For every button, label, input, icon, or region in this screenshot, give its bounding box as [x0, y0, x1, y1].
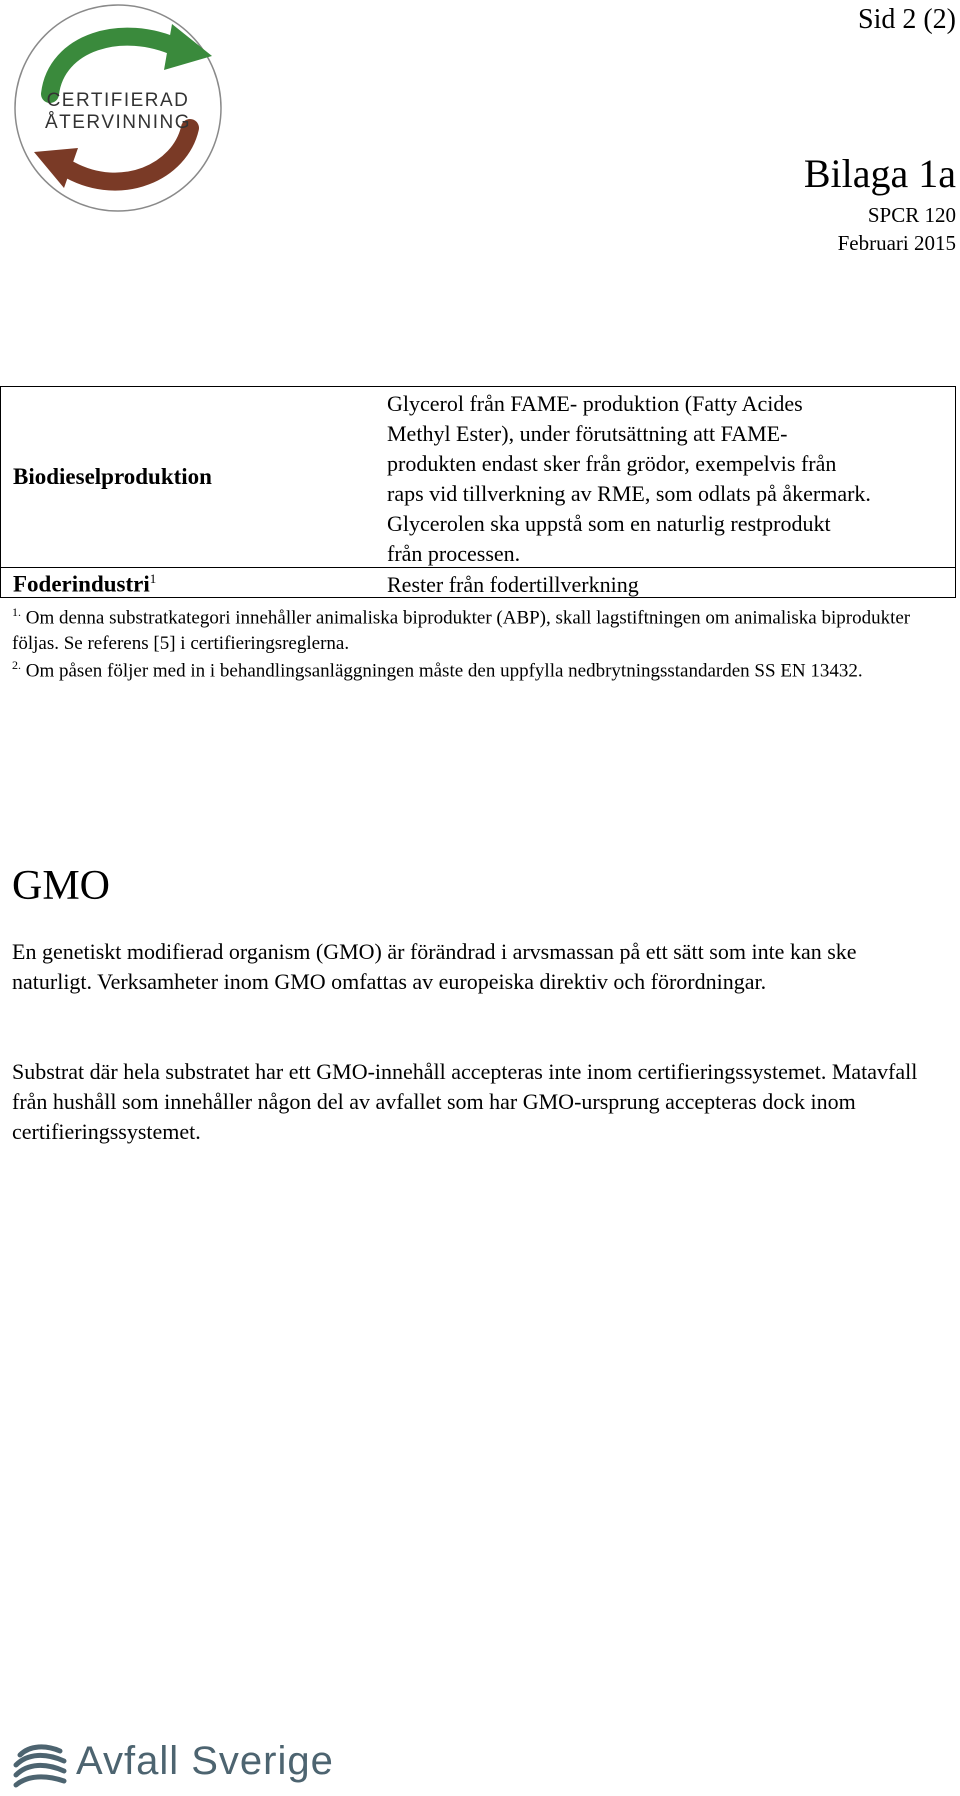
paragraph: En genetiskt modifierad organism (GMO) är förändrad i arvsmassan på ett sätt som inte kan ske naturligt. Verksamheter inom GMO omfattas av europeiska direktiv och förordningar. [12, 939, 857, 994]
description-line: Methyl Ester), under förutsättning att FAME- [387, 421, 788, 446]
description-line: Glycerol från FAME- produktion (Fatty Acides [387, 391, 803, 416]
section-heading: GMO [12, 863, 111, 909]
footer-logo-text: Avfall Sverige [76, 1739, 334, 1783]
description-line: raps vid tillverkning av RME, som odlats på åkermark. [387, 481, 871, 506]
footnote-text: Om denna substratkategori innehåller animaliska biprodukter (ABP), skall lagstiftningen om animaliska biprodukter följas. Se referens [5] i certifieringsreglerna. [12, 607, 911, 655]
certifierad-atervinning-logo [12, 2, 224, 214]
document-date: Februari 2015 [837, 231, 956, 255]
footnote-mark: 1. [12, 605, 21, 619]
table-row-description [387, 389, 947, 569]
wave-icon [12, 1735, 68, 1791]
paragraph: Substrat där hela substratet har ett GMO-innehåll accepteras inte inom certifieringssystemet. Matavfall från hushåll som innehåller någon del av avfallet som har GMO-ursprung accepteras dock inom certifieringssystemet. [12, 1059, 918, 1144]
footnote-reference: 1 [149, 571, 157, 586]
footnote [12, 652, 912, 684]
table-row-category: Biodieselproduktion [13, 464, 212, 489]
logo-text-line1: CERTIFIERAD [46, 90, 190, 111]
description-line: Rester från fodertillverkning [387, 572, 639, 597]
page-number: Sid 2 (2) [858, 4, 956, 35]
description-line: produkten endast sker från grödor, exempelvis från [387, 451, 837, 476]
footnote [12, 599, 912, 657]
footnote-text: Om påsen följer med in i behandlingsanläggningen måste den uppfylla nedbrytningsstandarden SS EN 13432. [25, 660, 863, 682]
substrate-table [0, 386, 956, 598]
description-line: Glycerolen ska uppstå som en naturlig restprodukt [387, 511, 831, 536]
avfall-sverige-logo [12, 1735, 372, 1791]
table-row-category: Foderindustri$^1$ [13, 571, 157, 597]
document-code: SPCR 120 [867, 203, 956, 227]
table-divider [1, 567, 955, 568]
logo-text-line2: ÅTERVINNING [44, 112, 192, 133]
table-row-description [387, 570, 947, 600]
description-line: från processen. [387, 541, 521, 566]
footnote-mark: 2. [12, 658, 21, 672]
appendix-title: Bilaga 1a [803, 151, 956, 196]
